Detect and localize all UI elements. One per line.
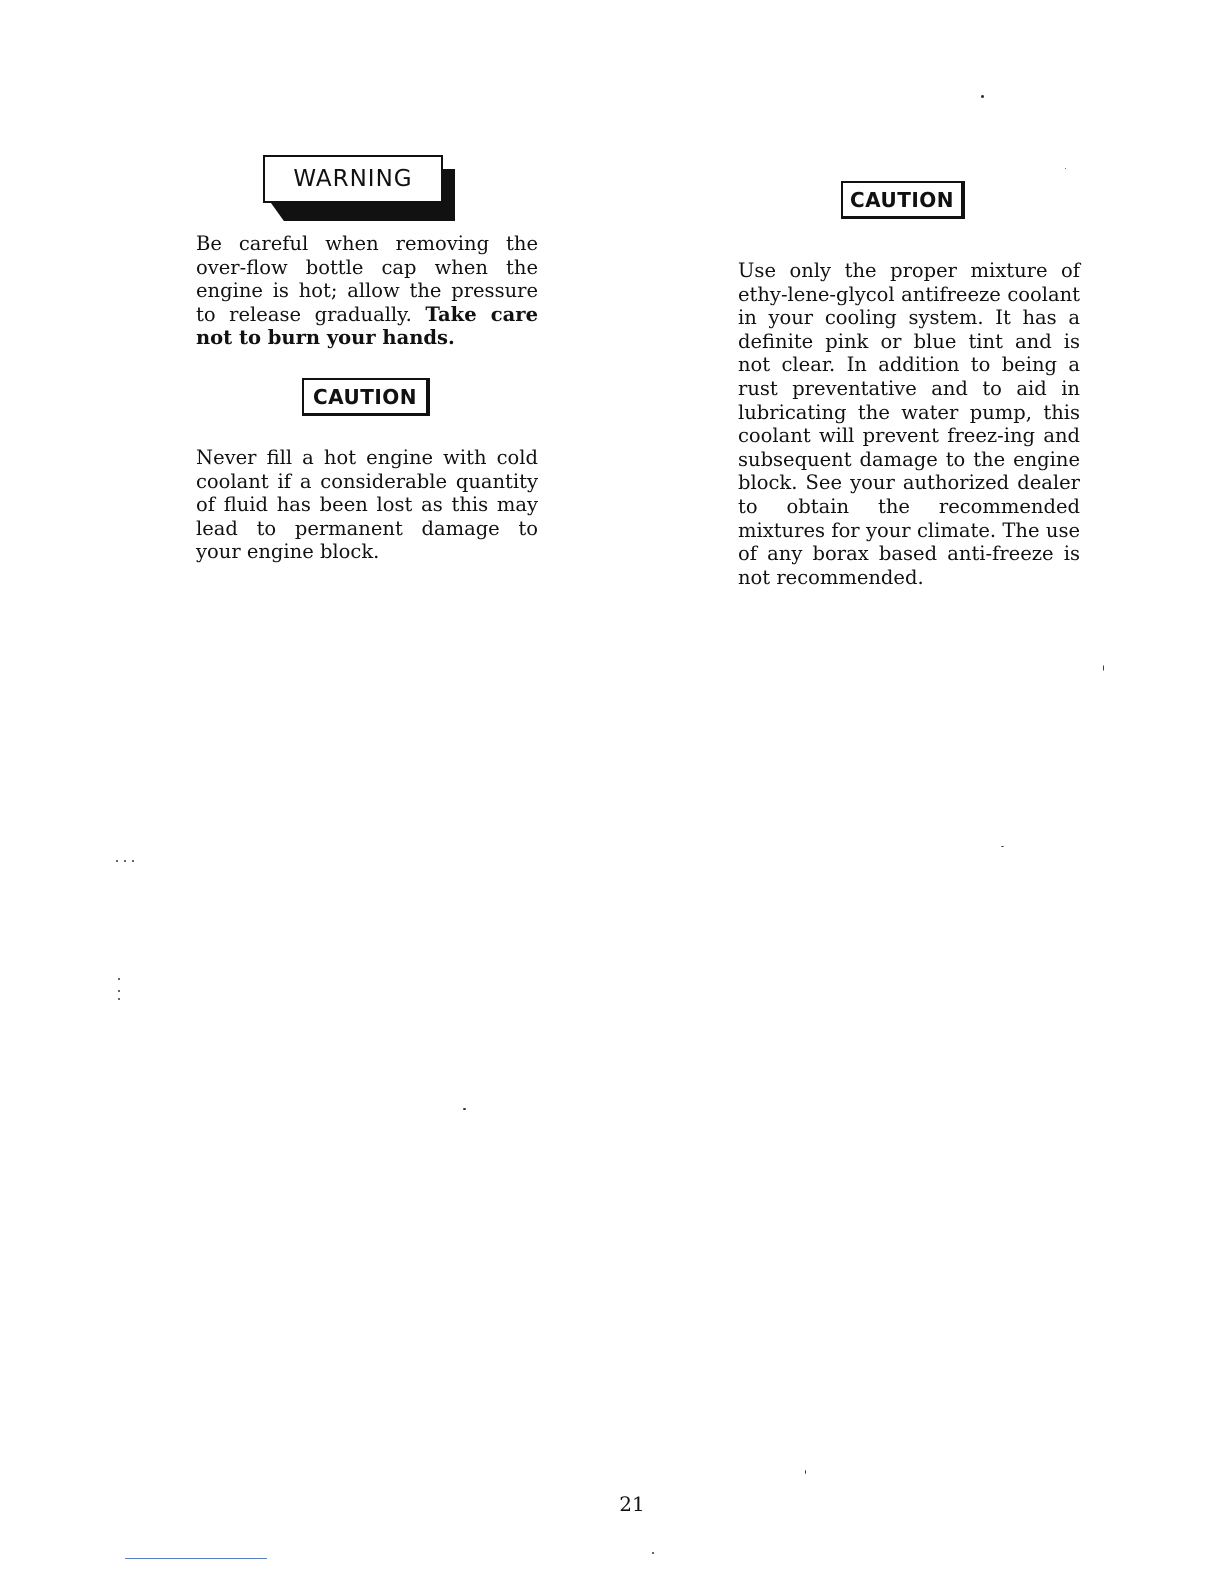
scan-speck xyxy=(652,1552,654,1554)
scan-speck xyxy=(124,860,126,862)
caution-label-right: CAUTION xyxy=(841,181,965,219)
scan-speck xyxy=(463,1108,466,1110)
warning-paragraph xyxy=(196,232,538,350)
warning-text xyxy=(196,232,538,350)
caution-paragraph-right xyxy=(738,259,1080,589)
scan-speck xyxy=(805,1470,806,1474)
caution-text-right: Use only the proper mixture of ethy-lene-glycol antifreeze coolant in your cooling system. It has a definite pink or blue tint and is not clear. In addition to being a rust preventative and to aid in lubricating the water pump, this coolant will prevent freez-ing and subsequent damage to the engine block. See your authorized dealer to obtain the recommended mixtures for your climate. The use of any borax based anti-freeze is not recommended. xyxy=(738,259,1080,589)
scan-speck xyxy=(118,998,120,1000)
caution-paragraph-left xyxy=(196,446,538,564)
footer-rule xyxy=(125,1558,267,1559)
caution-label-left: CAUTION xyxy=(302,378,430,416)
scan-speck xyxy=(118,990,120,992)
scan-speck xyxy=(118,978,120,980)
page-number: 21 xyxy=(619,1492,645,1516)
scan-speck xyxy=(116,860,118,862)
caution-text-left: Never fill a hot engine with cold coolant if a considerable quantity of fluid has been lost as this may lead to permanent damage to your engine block. xyxy=(196,446,538,564)
scan-speck xyxy=(1065,168,1066,169)
scan-speck xyxy=(1103,665,1104,671)
warning-text-normal: Be careful when removing the over-flow bottle cap when the engine is hot; allow the pressure to release gradually. xyxy=(196,232,538,326)
warning-text-bold: Take care not to burn your hands. xyxy=(196,302,538,350)
warning-label-text: WARNING xyxy=(263,155,443,203)
scan-speck xyxy=(132,860,134,862)
scan-speck xyxy=(981,95,984,98)
warning-label xyxy=(263,155,457,221)
scan-speck xyxy=(1001,846,1004,847)
